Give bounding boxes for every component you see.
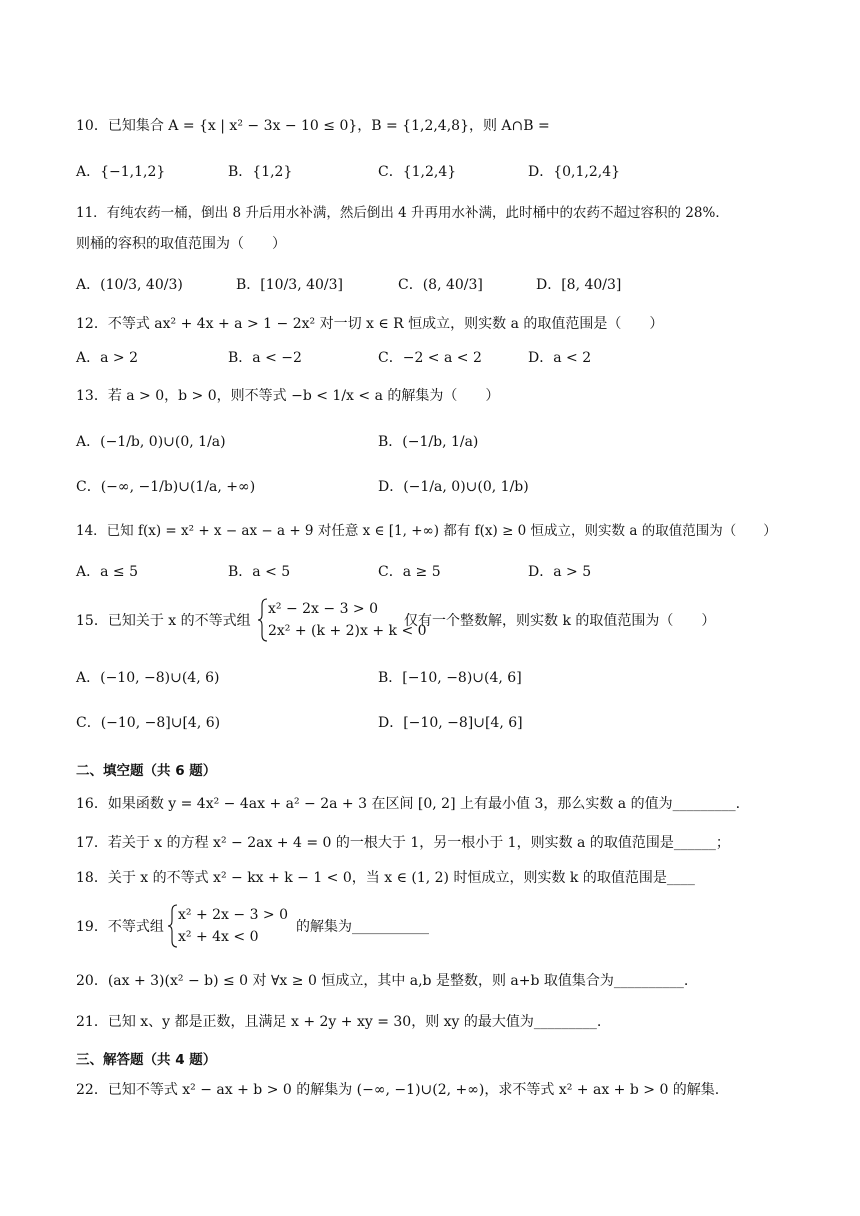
- q15-option-b: B．[−10, −8)∪(4, 6]: [378, 670, 522, 686]
- q15-option-c: C．(−10, −8]∪[4, 6): [76, 715, 221, 731]
- q10-option-a: A．{−1,1,2}: [76, 164, 166, 180]
- question-16: 16．如果函数 y = 4x² − 4ax + a² − 2a + 3 在区间 [0, 2] 上有最小值 3，那么实数 a 的值为_________.: [76, 796, 741, 812]
- question-22: 22．已知不等式 x² − ax + b > 0 的解集为 (−∞, −1)∪(2, +∞)，求不等式 x² + ax + b > 0 的解集.: [76, 1082, 720, 1098]
- q12-option-d: D．a < 2: [528, 350, 592, 366]
- q14-option-a: A．a ≤ 5: [76, 564, 138, 580]
- question-10-stem: 10．已知集合 A = {x | x² − 3x − 10 ≤ 0}，B = {1,2,4,8}，则 A∩B =: [76, 118, 550, 134]
- q13-option-d: D．(−1/a, 0)∪(0, 1/b): [378, 479, 529, 495]
- q10-option-b: B．{1,2}: [228, 164, 293, 180]
- question-15-stem-suffix: 仅有一个整数解，则实数 k 的取值范围为（ ）: [404, 613, 716, 629]
- q13-option-a: A．(−1/b, 0)∪(0, 1/a): [76, 434, 226, 450]
- q19-system-line1: x² + 2x − 3 > 0: [178, 907, 289, 923]
- question-21: 21．已知 x、y 都是正数，且满足 x + 2y + xy = 30，则 xy 的最大值为_________.: [76, 1014, 602, 1030]
- q15-system-line1: x² − 2x − 3 > 0: [268, 601, 379, 617]
- question-15-stem-prefix: 15．已知关于 x 的不等式组: [76, 613, 251, 629]
- question-20: 20．(ax + 3)(x² − b) ≤ 0 对 ∀x ≥ 0 恒成立，其中 a,b 是整数，则 a+b 取值集合为__________.: [76, 973, 689, 989]
- question-17: 17．若关于 x 的方程 x² − 2ax + 4 = 0 的一根大于 1，另一根小于 1，则实数 a 的取值范围是______；: [76, 835, 730, 851]
- q19-system-brace: [168, 904, 178, 948]
- question-19-prefix: 19．不等式组: [76, 919, 164, 935]
- question-19-suffix: 的解集为___________: [296, 919, 429, 935]
- q11-option-a: A．(10/3, 40/3): [76, 277, 183, 293]
- q14-option-b: B．a < 5: [228, 564, 291, 580]
- question-18: 18．关于 x 的不等式 x² − kx + k − 1 < 0，当 x ∈ (1, 2) 时恒成立，则实数 k 的取值范围是____: [76, 870, 695, 886]
- section-heading-answer: 三、解答题（共 4 题）: [76, 1052, 217, 1068]
- question-12-stem: 12．不等式 ax² + 4x + a > 1 − 2x² 对一切 x ∈ R 恒成立，则实数 a 的取值范围是（ ）: [76, 316, 664, 332]
- q12-option-a: A．a > 2: [76, 350, 138, 366]
- q11-option-d: D．[8, 40/3]: [536, 277, 622, 293]
- q15-system-brace: [258, 598, 268, 642]
- q11-option-b: B．[10/3, 40/3]: [236, 277, 343, 293]
- q15-option-a: A．(−10, −8)∪(4, 6): [76, 670, 220, 686]
- q13-option-c: C．(−∞, −1/b)∪(1/a, +∞): [76, 479, 256, 495]
- q15-system-line2: 2x² + (k + 2)x + k < 0: [268, 623, 427, 639]
- question-11-stem-line1: 11．有纯农药一桶，倒出 8 升后用水补满，然后倒出 4 升再用水补满，此时桶中的农药不超过容积的 28%．: [76, 205, 729, 221]
- q10-option-c: C．{1,2,4}: [378, 164, 457, 180]
- q14-option-c: C．a ≥ 5: [378, 564, 441, 580]
- q10-option-d: D．{0,1,2,4}: [528, 164, 621, 180]
- question-14-stem: 14．已知 f(x) = x² + x − ax − a + 9 对任意 x ∈ [1, +∞) 都有 f(x) ≥ 0 恒成立，则实数 a 的取值范围为（ ）: [76, 523, 777, 539]
- q14-option-d: D．a > 5: [528, 564, 592, 580]
- section-heading-fill-in: 二、填空题（共 6 题）: [76, 763, 217, 779]
- q19-system-line2: x² + 4x < 0: [178, 929, 259, 945]
- q13-option-b: B．(−1/b, 1/a): [378, 434, 479, 450]
- q15-option-d: D．[−10, −8]∪[4, 6]: [378, 715, 523, 731]
- q12-option-c: C．−2 < a < 2: [378, 350, 482, 366]
- question-13-stem: 13．若 a > 0，b > 0，则不等式 −b < 1/x < a 的解集为（ ）: [76, 388, 500, 404]
- question-11-stem-line2: 则桶的容积的取值范围为（ ）: [76, 236, 286, 252]
- q11-option-c: C．(8, 40/3]: [398, 277, 483, 293]
- q12-option-b: B．a < −2: [228, 350, 302, 366]
